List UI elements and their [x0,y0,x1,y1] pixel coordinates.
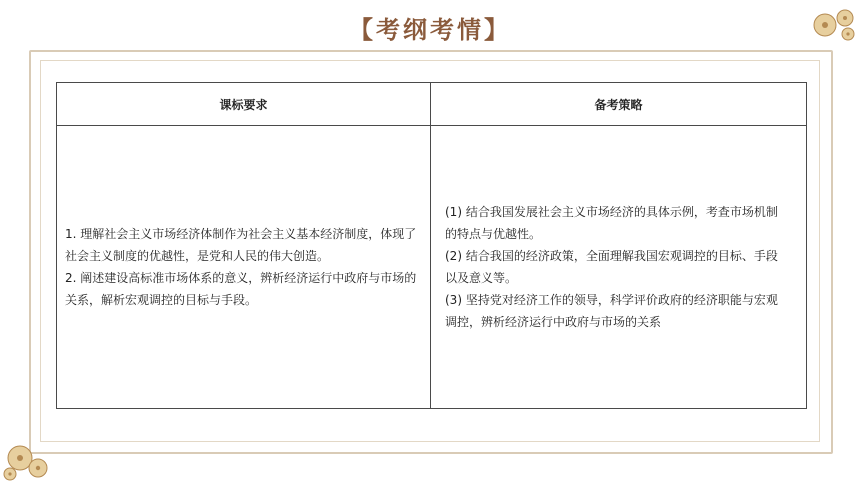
table-row [57,126,807,409]
strategy-item-3: (3) 坚持党对经济工作的领导，科学评价政府的经济职能与宏观调控，辨析经济运行中政府与市场的关系 [445,293,778,329]
strategy-item-2: (2) 结合我国的经济政策，全面理解我国宏观调控的目标、手段以及意义等。 [445,249,778,285]
header-curriculum-requirements: 课标要求 [57,83,431,126]
page-title: 【考纲考情】 [349,15,511,44]
flower-decoration-top-right-icon [808,6,858,44]
requirement-item-2: 2. 阐述建设高标准市场体系的意义，辨析经济运行中政府与市场的关系，解析宏观调控的目标与手段。 [65,271,417,307]
exam-strategy-cell [431,126,807,409]
table-header-row [57,83,807,126]
standards-strategy-table [56,82,807,409]
requirement-item-1: 1. 理解社会主义市场经济体制作为社会主义基本经济制度，体现了社会主义制度的优越性，是党和人民的伟大创造。 [65,227,417,263]
strategy-item-1: (1) 结合我国发展社会主义市场经济的具体示例，考查市场机制的特点与优越性。 [445,205,778,241]
header-exam-strategy: 备考策略 [431,83,807,126]
flower-decoration-bottom-left-icon [2,438,52,482]
curriculum-requirements-cell [57,126,431,409]
